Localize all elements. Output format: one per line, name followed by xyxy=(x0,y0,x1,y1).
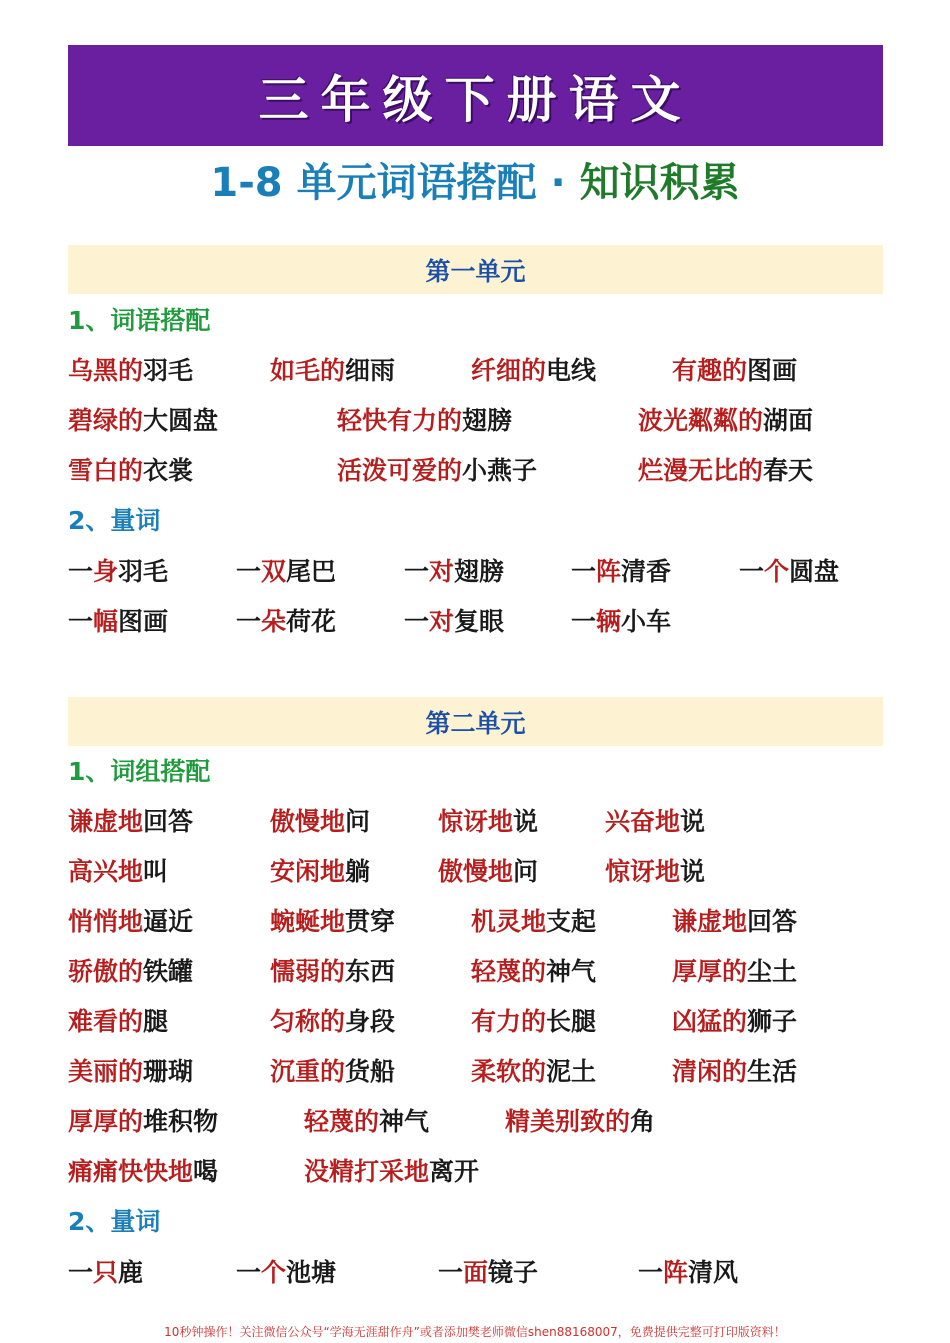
measure-item xyxy=(68,1256,143,1290)
phrase-word: 尘土 xyxy=(747,957,798,986)
phrase-item xyxy=(672,905,797,939)
measure-item xyxy=(68,605,168,639)
phrase-highlight: 痛痛快快地 xyxy=(68,1157,194,1186)
phrase-word: 珊瑚 xyxy=(143,1057,194,1086)
measure-word: 对 xyxy=(429,607,455,636)
measure-noun: 图画 xyxy=(118,607,169,636)
phrase-word: 泥土 xyxy=(546,1057,597,1086)
phrase-word: 说 xyxy=(680,807,706,836)
phrase-item xyxy=(672,955,797,989)
unit-title: 第二单元 xyxy=(425,708,526,738)
measure-noun: 荷花 xyxy=(286,607,337,636)
measure-noun: 圆盘 xyxy=(789,557,840,586)
measure-noun: 镜子 xyxy=(488,1258,539,1287)
phrase-word: 神气 xyxy=(546,957,597,986)
phrase-highlight: 高兴地 xyxy=(68,857,144,886)
page-title: 三年级下册语文 xyxy=(258,70,693,129)
phrase-word: 问 xyxy=(513,857,539,886)
phrase-highlight: 懦弱的 xyxy=(270,957,346,986)
phrase-highlight: 精美别致的 xyxy=(505,1107,631,1136)
measure-noun: 尾巴 xyxy=(286,557,337,586)
phrase-item xyxy=(471,354,596,388)
phrase-item xyxy=(505,1105,655,1139)
unit-header xyxy=(68,697,883,746)
measure-prefix: 一 xyxy=(739,557,765,586)
measure-noun: 鹿 xyxy=(118,1258,144,1287)
measure-item xyxy=(438,1256,538,1290)
phrase-item xyxy=(337,454,537,488)
phrase-word: 支起 xyxy=(546,907,597,936)
phrase-highlight: 惊讶地 xyxy=(438,807,514,836)
measure-word: 朵 xyxy=(261,607,287,636)
phrase-highlight: 难看的 xyxy=(68,1007,144,1036)
subtitle-part2: 知识积累 xyxy=(579,160,740,206)
phrase-item xyxy=(68,855,168,889)
measure-item xyxy=(236,605,336,639)
phrase-word: 电线 xyxy=(546,356,597,385)
phrase-word: 角 xyxy=(630,1107,656,1136)
phrase-highlight: 没精打采地 xyxy=(304,1157,430,1186)
section-heading: 2、量词 xyxy=(68,506,161,535)
measure-prefix: 一 xyxy=(68,1258,94,1287)
phrase-item xyxy=(605,805,705,839)
phrase-item xyxy=(438,805,538,839)
measure-prefix: 一 xyxy=(404,557,430,586)
phrase-item xyxy=(68,454,193,488)
phrase-highlight: 轻蔑的 xyxy=(304,1107,380,1136)
phrase-highlight: 厚厚的 xyxy=(672,957,748,986)
phrase-highlight: 美丽的 xyxy=(68,1057,144,1086)
section-heading: 1、词组搭配 xyxy=(68,757,211,786)
phrase-highlight: 谦虚地 xyxy=(672,907,748,936)
phrase-highlight: 有趣的 xyxy=(672,356,748,385)
phrase-item xyxy=(68,404,218,438)
phrase-word: 躺 xyxy=(345,857,371,886)
footer-note: 10秒钟操作！关注微信公众号“学海无涯甜作舟”或者添加樊老师微信shen88168007，免费提供完整可打印版资料！ xyxy=(164,1325,786,1339)
phrase-word: 衣裳 xyxy=(143,456,194,485)
measure-word: 身 xyxy=(93,557,119,586)
phrase-item xyxy=(337,404,512,438)
measure-item xyxy=(638,1256,738,1290)
measure-word: 个 xyxy=(764,557,790,586)
measure-item xyxy=(236,1256,336,1290)
phrase-item xyxy=(638,454,813,488)
phrase-highlight: 傲慢地 xyxy=(270,807,346,836)
phrase-highlight: 谦虚地 xyxy=(68,807,144,836)
phrase-highlight: 悄悄地 xyxy=(68,907,144,936)
measure-word: 个 xyxy=(261,1258,287,1287)
measure-word: 只 xyxy=(93,1258,119,1287)
phrase-highlight: 乌黑的 xyxy=(68,356,144,385)
phrase-item xyxy=(270,1055,395,1089)
measure-prefix: 一 xyxy=(68,607,94,636)
phrase-word: 羽毛 xyxy=(143,356,194,385)
phrase-word: 腿 xyxy=(143,1007,169,1036)
page-subtitle xyxy=(0,157,950,209)
measure-noun: 清风 xyxy=(688,1258,739,1287)
phrase-word: 货船 xyxy=(345,1057,396,1086)
phrase-highlight: 有力的 xyxy=(471,1007,547,1036)
subtitle-part1: 1-8 单元词语搭配 · xyxy=(210,160,580,206)
phrase-item xyxy=(270,955,395,989)
measure-word: 辆 xyxy=(596,607,622,636)
phrase-word: 贯穿 xyxy=(345,907,396,936)
measure-item xyxy=(404,555,504,589)
phrase-highlight: 清闲的 xyxy=(672,1057,748,1086)
phrase-item xyxy=(68,354,193,388)
measure-noun: 小车 xyxy=(621,607,672,636)
measure-prefix: 一 xyxy=(404,607,430,636)
phrase-word: 生活 xyxy=(747,1057,798,1086)
phrase-item xyxy=(270,1005,395,1039)
phrase-item xyxy=(605,855,705,889)
phrase-highlight: 机灵地 xyxy=(471,907,547,936)
measure-prefix: 一 xyxy=(571,607,597,636)
phrase-word: 春天 xyxy=(763,456,814,485)
phrase-highlight: 沉重的 xyxy=(270,1057,346,1086)
phrase-item xyxy=(672,1005,797,1039)
phrase-highlight: 厚厚的 xyxy=(68,1107,144,1136)
phrase-highlight: 纤细的 xyxy=(471,356,547,385)
phrase-word: 神气 xyxy=(379,1107,430,1136)
phrase-word: 叫 xyxy=(143,857,169,886)
phrase-item xyxy=(471,1055,596,1089)
measure-prefix: 一 xyxy=(236,1258,262,1287)
phrase-word: 小燕子 xyxy=(462,456,538,485)
measure-noun: 清香 xyxy=(621,557,672,586)
phrase-word: 说 xyxy=(680,857,706,886)
measure-item xyxy=(404,605,504,639)
phrase-item xyxy=(438,855,538,889)
phrase-item xyxy=(304,1155,479,1189)
phrase-item xyxy=(270,354,395,388)
phrase-word: 喝 xyxy=(193,1157,219,1186)
phrase-word: 狮子 xyxy=(747,1007,798,1036)
measure-noun: 羽毛 xyxy=(118,557,169,586)
measure-word: 幅 xyxy=(93,607,119,636)
phrase-highlight: 活泼可爱的 xyxy=(337,456,463,485)
measure-prefix: 一 xyxy=(438,1258,464,1287)
phrase-word: 图画 xyxy=(747,356,798,385)
phrase-word: 逼近 xyxy=(143,907,194,936)
phrase-highlight: 安闲地 xyxy=(270,857,346,886)
measure-noun: 池塘 xyxy=(286,1258,337,1287)
phrase-word: 问 xyxy=(345,807,371,836)
phrase-highlight: 雪白的 xyxy=(68,456,144,485)
phrase-highlight: 匀称的 xyxy=(270,1007,346,1036)
measure-word: 阵 xyxy=(663,1258,689,1287)
phrase-item xyxy=(672,1055,797,1089)
phrase-highlight: 凶猛的 xyxy=(672,1007,748,1036)
phrase-highlight: 如毛的 xyxy=(270,356,346,385)
phrase-highlight: 轻快有力的 xyxy=(337,406,463,435)
phrase-word: 东西 xyxy=(345,957,396,986)
phrase-highlight: 碧绿的 xyxy=(68,406,144,435)
phrase-item xyxy=(471,1005,596,1039)
section-heading: 2、量词 xyxy=(68,1207,161,1236)
measure-word: 阵 xyxy=(596,557,622,586)
phrase-highlight: 蜿蜒地 xyxy=(270,907,346,936)
phrase-highlight: 轻蔑的 xyxy=(471,957,547,986)
unit-header xyxy=(68,245,883,294)
phrase-item xyxy=(68,805,193,839)
phrase-word: 回答 xyxy=(747,907,798,936)
phrase-word: 堆积物 xyxy=(143,1107,219,1136)
phrase-highlight: 兴奋地 xyxy=(605,807,681,836)
measure-word: 双 xyxy=(261,557,287,586)
phrase-highlight: 傲慢地 xyxy=(438,857,514,886)
phrase-word: 长腿 xyxy=(546,1007,597,1036)
phrase-item xyxy=(68,1055,193,1089)
measure-prefix: 一 xyxy=(236,557,262,586)
unit-title: 第一单元 xyxy=(425,256,526,286)
phrase-item xyxy=(471,955,596,989)
measure-prefix: 一 xyxy=(571,557,597,586)
measure-noun: 翅膀 xyxy=(454,557,505,586)
phrase-word: 铁罐 xyxy=(143,957,194,986)
measure-prefix: 一 xyxy=(638,1258,664,1287)
measure-prefix: 一 xyxy=(236,607,262,636)
phrase-highlight: 烂漫无比的 xyxy=(638,456,764,485)
phrase-word: 回答 xyxy=(143,807,194,836)
phrase-item xyxy=(68,955,193,989)
measure-item xyxy=(739,555,839,589)
phrase-word: 离开 xyxy=(429,1157,480,1186)
measure-item xyxy=(571,555,671,589)
phrase-highlight: 柔软的 xyxy=(471,1057,547,1086)
phrase-item xyxy=(304,1105,429,1139)
phrase-item xyxy=(68,1005,168,1039)
phrase-highlight: 骄傲的 xyxy=(68,957,144,986)
phrase-word: 细雨 xyxy=(345,356,396,385)
phrase-item xyxy=(638,404,813,438)
phrase-item xyxy=(68,905,193,939)
section-heading: 1、词语搭配 xyxy=(68,306,211,335)
phrase-item xyxy=(270,855,370,889)
phrase-item xyxy=(672,354,797,388)
measure-item xyxy=(236,555,336,589)
measure-prefix: 一 xyxy=(68,557,94,586)
measure-word: 对 xyxy=(429,557,455,586)
phrase-highlight: 惊讶地 xyxy=(605,857,681,886)
phrase-item xyxy=(270,805,370,839)
phrase-word: 大圆盘 xyxy=(143,406,219,435)
phrase-item xyxy=(68,1105,218,1139)
phrase-word: 说 xyxy=(513,807,539,836)
phrase-item xyxy=(68,1155,218,1189)
phrase-word: 翅膀 xyxy=(462,406,513,435)
measure-noun: 复眼 xyxy=(454,607,505,636)
phrase-item xyxy=(270,905,395,939)
measure-item xyxy=(68,555,168,589)
title-banner xyxy=(68,45,883,146)
measure-word: 面 xyxy=(463,1258,489,1287)
phrase-highlight: 波光粼粼的 xyxy=(638,406,764,435)
phrase-item xyxy=(471,905,596,939)
phrase-word: 身段 xyxy=(345,1007,396,1036)
measure-item xyxy=(571,605,671,639)
phrase-word: 湖面 xyxy=(763,406,814,435)
